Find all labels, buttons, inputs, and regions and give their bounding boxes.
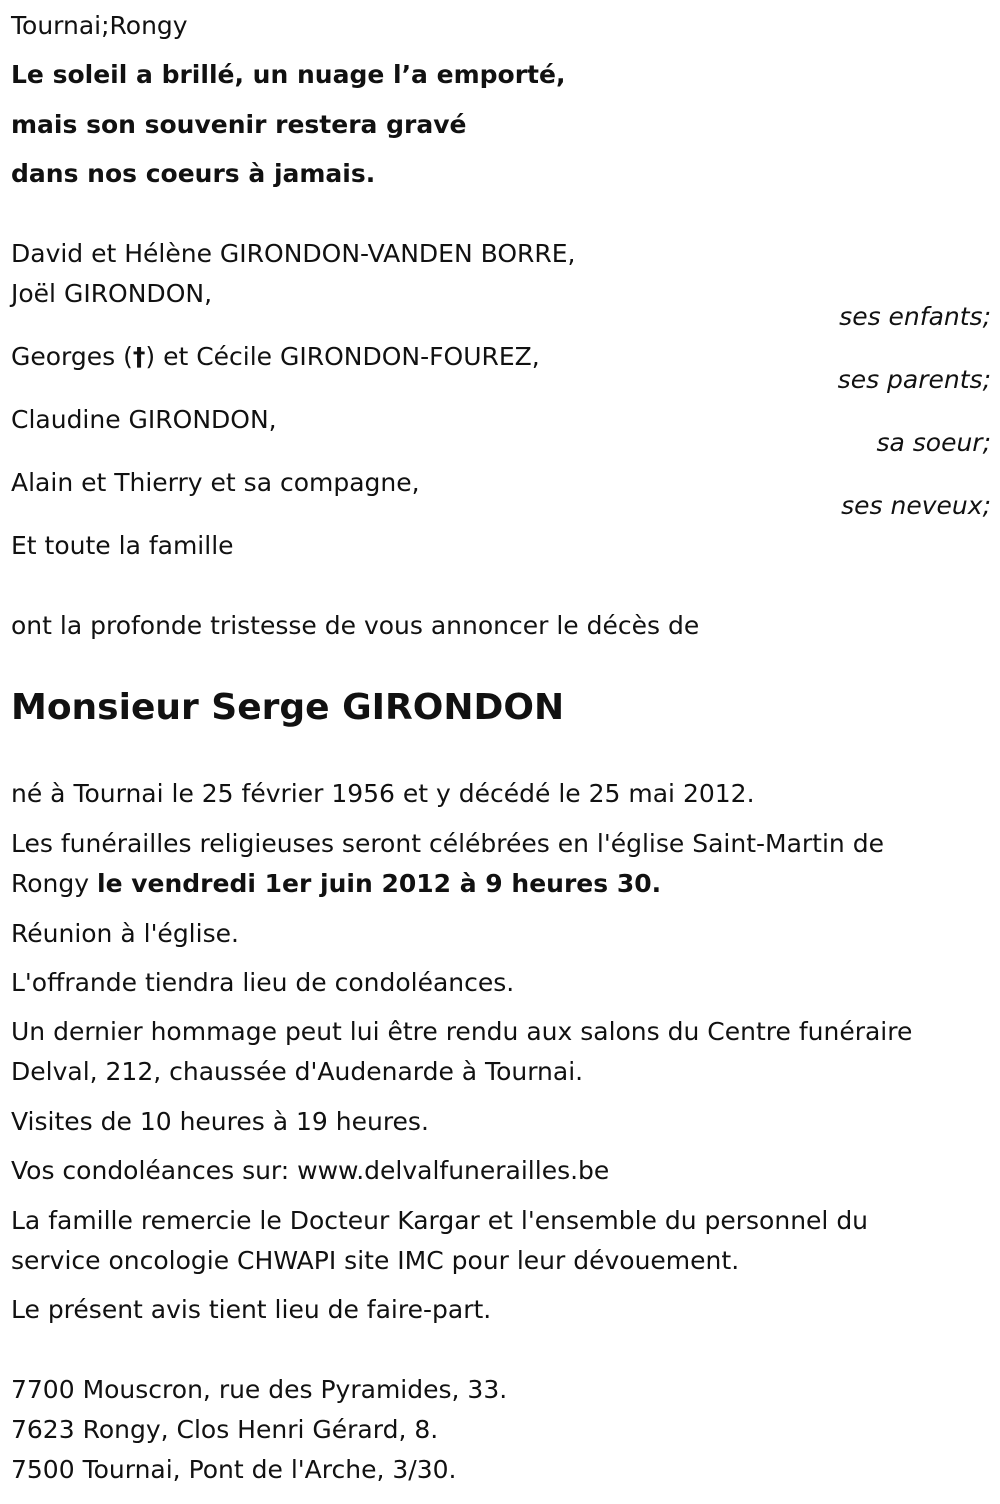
family-rest: Et toute la famille [11, 531, 234, 560]
meeting: Réunion à l'église. [11, 919, 239, 948]
announcement: ont la profonde tristesse de vous annoncer le décès de [11, 611, 700, 640]
parents-pre: Georges ( [11, 342, 133, 371]
nephews-role: ses neveux; [841, 491, 991, 520]
thanks-line-1: La famille remercie le Docteur Kargar et l'ensemble du personnel du [11, 1206, 869, 1235]
funeral-line-2 [11, 869, 661, 899]
funeral-line-1: Les funérailles religieuses seront célébrées en l'église Saint-Martin de [11, 829, 884, 858]
parents-post: ) et Cécile GIRONDON-FOUREZ, [145, 342, 540, 371]
parents-role: ses parents; [837, 365, 991, 394]
children-role: ses enfants; [839, 302, 991, 331]
thanks-line-2: service oncologie CHWAPI site IMC pour leur dévouement. [11, 1246, 740, 1275]
sister-line: Claudine GIRONDON, [11, 405, 277, 434]
homage-line-2: Delval, 212, chaussée d'Audenarde à Tournai. [11, 1057, 584, 1086]
cross-icon: † [132, 342, 146, 371]
location-header: Tournai;Rongy [11, 11, 188, 40]
children-line-2: Joël GIRONDON, [11, 279, 213, 308]
visits: Visites de 10 heures à 19 heures. [11, 1107, 429, 1136]
funeral-place: Rongy [11, 869, 97, 898]
children-line-1: David et Hélène GIRONDON-VANDEN BORRE, [11, 239, 576, 268]
birth-death: né à Tournai le 25 février 1956 et y décédé le 25 mai 2012. [11, 779, 755, 808]
nephews-line: Alain et Thierry et sa compagne, [11, 468, 420, 497]
sister-role: sa soeur; [876, 428, 991, 457]
poem-line-3: dans nos coeurs à jamais. [11, 159, 376, 188]
poem-line-1: Le soleil a brillé, un nuage l’a emporté, [11, 60, 566, 89]
address-line: 7500 Tournai, Pont de l'Arche, 3/30. [11, 1455, 457, 1484]
address-line: 7623 Rongy, Clos Henri Gérard, 8. [11, 1415, 439, 1444]
deceased-name: Monsieur Serge GIRONDON [11, 687, 565, 728]
parents-line [11, 342, 540, 372]
poem-line-2: mais son souvenir restera gravé [11, 110, 467, 139]
notice: Le présent avis tient lieu de faire-part. [11, 1295, 492, 1324]
condolences: Vos condoléances sur: www.delvalfunerailles.be [11, 1156, 610, 1185]
obituary-page [11, 0, 991, 1504]
offering: L'offrande tiendra lieu de condoléances. [11, 968, 515, 997]
address-line: 7700 Mouscron, rue des Pyramides, 33. [11, 1375, 508, 1404]
homage-line-1: Un dernier hommage peut lui être rendu aux salons du Centre funéraire [11, 1017, 913, 1046]
funeral-date: le vendredi 1er juin 2012 à 9 heures 30. [97, 869, 662, 898]
